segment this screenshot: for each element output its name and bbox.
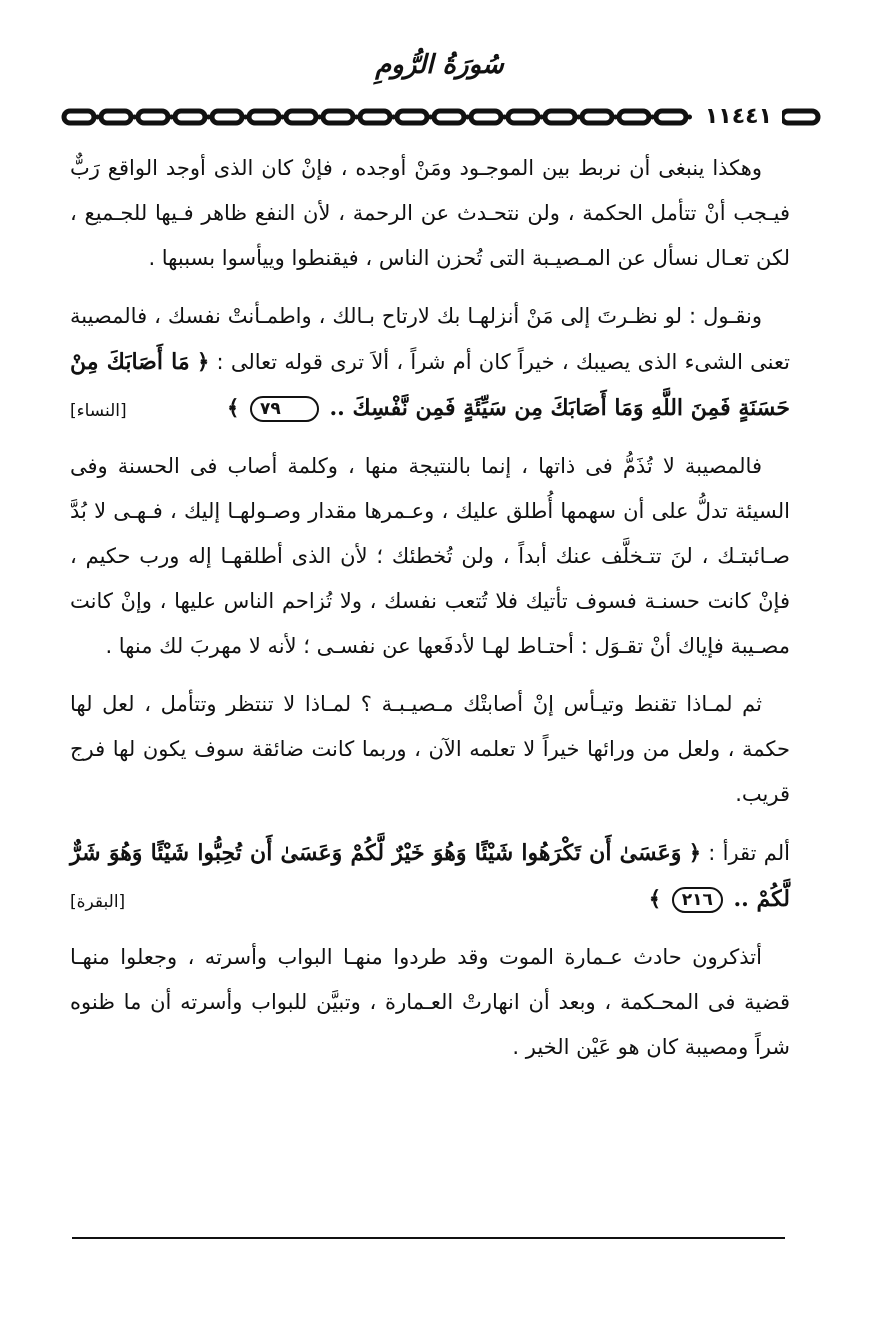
decorative-header-band [60,100,822,134]
ayah-number-badge: ٧٩ [250,396,319,422]
chain-link [360,111,390,123]
chain-link [397,111,427,123]
ayah-number-badge: ٢١٦ [672,887,723,913]
chain-link [323,111,353,123]
chain-link [64,111,94,123]
verse-open-bracket: ﴿ [196,349,210,374]
page-number: ١١٤٤١ [695,102,782,132]
verse-close-bracket: ﴾ [227,395,240,420]
paragraph-3: فالمصيبة لا تُذَمُّ فى ذاتها ، إنما بالنتيجة منها ، وكلمة أصاب فى الحسنة وفى السيئة تدلُّ على أن سهمها أُطلق عليك ، وعـمرها مقدار وصـولهـا إليك ، فـهـى لا بُدَّ صـائبتـك ، لنَ تتـخلَّف عنك أبداً ، ولن تُخطئك ؛ لأن الذى أطلقهـا إله ورب حكيم ، فإنْ كانت حسنـة فسوف تأتيك فلا تُتعب نفسك ، ولا تُزاحم الناس عليها ، وإنْ كانت مصـيبة فإياك أنْ تقـوَل : أحتـاط لهـا لأدفَعها عن نفسـى ؛ لأنه لا مهربَ لك منها . [70,454,790,658]
surah-title: سُورَةُ الرُّومِ [375,50,504,80]
paragraph-2-text: ونقـول : لو نظـرتَ إلى مَنْ أنزلهـا بك لارتاح بـالك ، واطمـأنتْ نفسك ، فالمصيبة تعنى الشىء الذى يصيبك ، خيراً كان أم شراً ، ألاَ ترى قوله تعالى : [70,304,790,374]
chain-link [101,111,131,123]
chain-link [249,111,279,123]
surah-reference: [النساء] [70,401,127,421]
chain-dot [687,115,692,120]
paragraph-5-text: ألم تقرأ : [708,841,790,865]
paragraph-1: وهكذا ينبغى أن نربط بين الموجـود ومَنْ أوجده ، فإنْ كان الذى أوجد الواقع رَبٌّ فيـجب أنْ تتأمل الحكمة ، ولن نتحـدث عن الرحمة ، لأن النفع ظاهر فـيها للجـميع ، لكن تعـال نسأل عن المـصيـبة التى تُحزن الناس ، فيقنطوا وييأسوا بسببها . [70,156,790,270]
chain-link [286,111,316,123]
surah-reference: [البقرة] [70,892,126,912]
paragraph-2 [70,294,790,431]
chain-link [471,111,501,123]
quran-verse: وَعَسَىٰ أَن تَكْرَهُوا شَيْئًا وَهُوَ خَيْرٌ لَّكُمْ وَعَسَىٰ أَن تُحِبُّوا شَيْئًا وَهُوَ شَرٌّ لَّكُمْ .. [70,840,790,912]
chain-link [582,111,612,123]
paragraph-5 [70,830,790,922]
chain-link [545,111,575,123]
quran-verse: مَا أَصَابَكَ مِنْ حَسَنَةٍ فَمِنَ اللَّهِ وَمَا أَصَابَكَ مِن سَيِّئَةٍ فَمِن نَّفْسِكَ .. [70,349,790,421]
chain-link [212,111,242,123]
chain-link [656,111,686,123]
chain-link [175,111,205,123]
paragraph-6: أتذكرون حادث عـمارة الموت وقد طردوا منهـا البواب وأسرته ، وجعلوا منهـا قضية فى المحـكمة ، وبعد أن انهارتْ العـمارة ، وتبيَّن للبواب وأسرته أن ما ظنوه شراً ومصيبة كان هو عَيْن الخير . [70,945,790,1059]
chain-link [782,111,818,123]
footer-divider [72,1237,785,1239]
chain-link [508,111,538,123]
chain-link [434,111,464,123]
paragraph-4: ثم لمـاذا تقنط وتيـأس إنْ أصابتْك مـصيـبـة ؟ لمـاذا لا تنتظر وتتأمل ، لعل لها حكمة ، ولعل من ورائها خيراً لا تعلمه الآن ، وربما كانت ضائقة سوف يكون لها فرج قريب. [70,692,790,806]
chain-link [138,111,168,123]
verse-close-bracket: ﴾ [648,886,661,911]
verse-open-bracket: ﴿ [688,840,701,865]
main-text [70,146,790,1083]
chain-link [619,111,649,123]
